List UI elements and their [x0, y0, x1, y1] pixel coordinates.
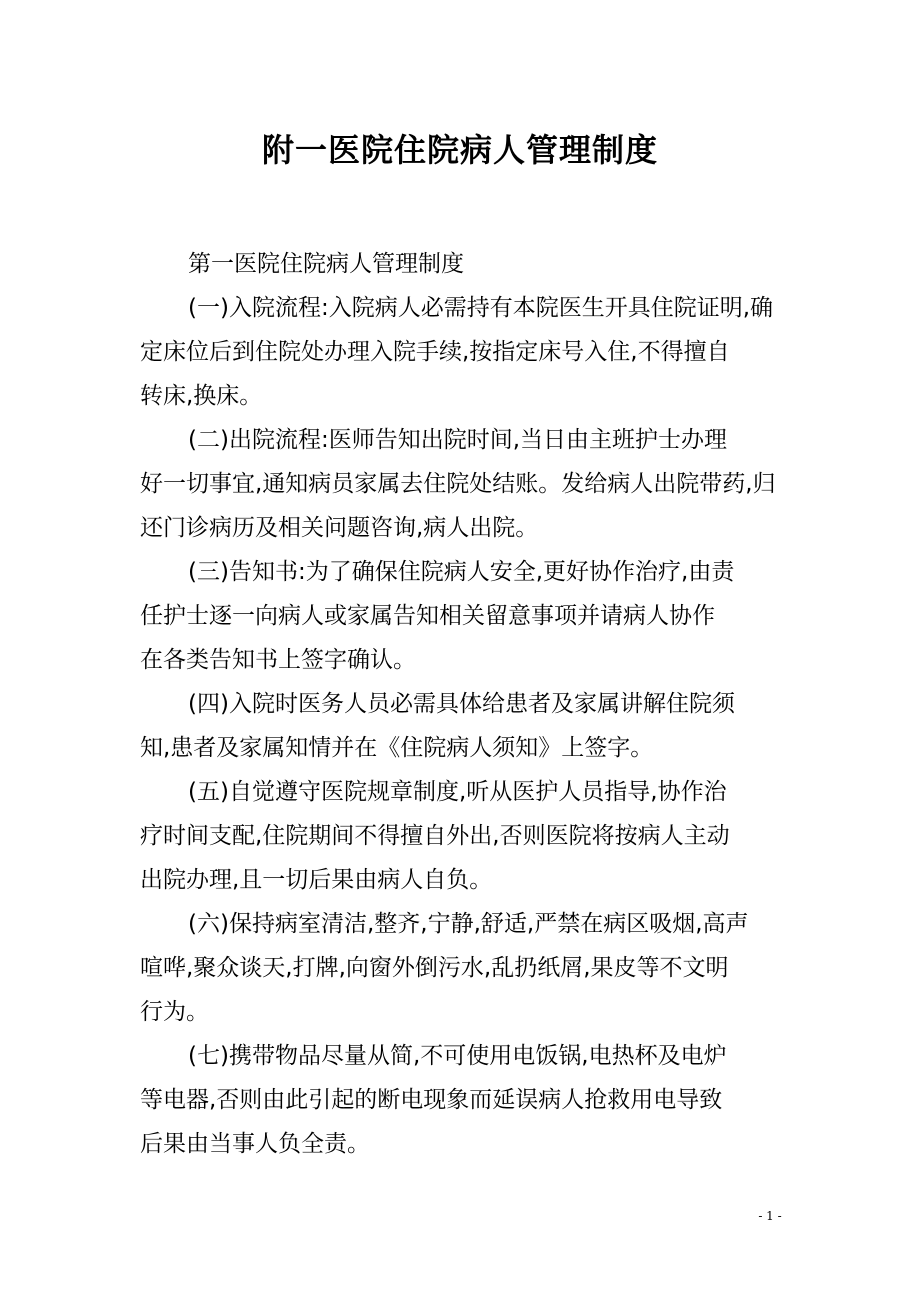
paragraph-line: 知,患者及家属知情并在《住院病人须知》上签字。 [140, 735, 654, 761]
paragraph-line: 还门诊病历及相关问题咨询,病人出院。 [140, 515, 539, 541]
paragraph-line: 好一切事宜,通知病员家属去住院处结账。发给病人出院带药,归 [140, 471, 776, 497]
paragraph-line: (一)入院流程:入院病人必需持有本院医生开具住院证明,确 [188, 295, 774, 321]
paragraph-line: (三)告知书:为了确保住院病人安全,更好协作治疗,由责 [188, 559, 735, 585]
paragraph-line: 出院办理,且一切后果由病人自负。 [140, 867, 493, 893]
paragraph-line: (二)出院流程:医师告知出院时间,当日由主班护士办理 [188, 427, 728, 453]
paragraph-line: 等电器,否则由此引起的断电现象而延误病人抢救用电导致 [140, 1087, 723, 1113]
document-body [140, 242, 820, 1166]
paragraph-line: 任护士逐一向病人或家属告知相关留意事项并请病人协作 [140, 603, 715, 629]
paragraph-line: 行为。 [140, 999, 209, 1025]
paragraph-line: (四)入院时医务人员必需具体给患者及家属讲解住院须 [188, 691, 735, 717]
document-title: 附一医院住院病人管理制度 [261, 131, 658, 169]
paragraph-line: 疗时间支配,住院期间不得擅自外出,否则医院将按病人主动 [140, 823, 730, 849]
paragraph-line: 后果由当事人负全责。 [140, 1131, 370, 1157]
paragraph-line: 在各类告知书上签字确认。 [140, 647, 416, 673]
paragraph-line: 定床位后到住院处办理入院手续,按指定床号入住,不得擅自 [140, 339, 730, 365]
paragraph-line: 喧哗,聚众谈天,打牌,向窗外倒污水,乱扔纸屑,果皮等不文明 [140, 955, 729, 981]
paragraph-line: (五)自觉遵守医院规章制度,听从医护人员指导,协作治 [188, 779, 727, 805]
paragraph-line: 转床,换床。 [140, 383, 263, 409]
paragraph-line: (六)保持病室清洁,整齐,宁静,舒适,严禁在病区吸烟,高声 [188, 911, 749, 937]
section-heading: 第一医院住院病人管理制度 [188, 251, 464, 277]
page-number: - 1 - [758, 1209, 782, 1223]
paragraph-line: (七)携带物品尽量从简,不可使用电饭锅,电热杯及电炉 [188, 1043, 727, 1069]
